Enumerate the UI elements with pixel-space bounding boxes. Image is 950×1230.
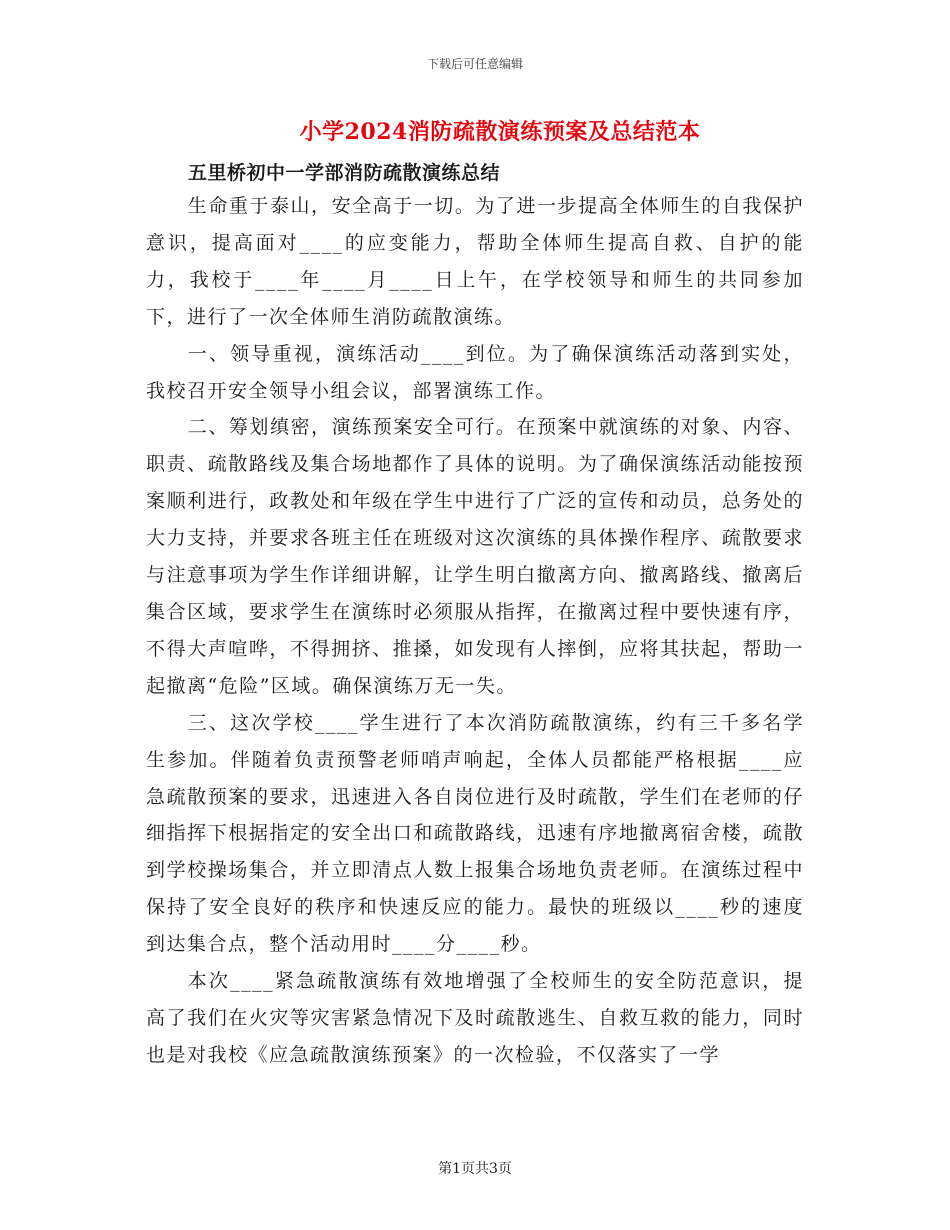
document-body	[146, 188, 804, 1074]
section-heading: 五里桥初中一学部消防疏散演练总结	[188, 162, 501, 184]
document-title: 小学2024消防疏散演练预案及总结范本	[299, 119, 701, 145]
page-number: 第1页共3页	[438, 1161, 512, 1177]
header-note: 下载后可任意编辑	[426, 57, 523, 71]
paragraph-planning: 二、筹划缜密，演练预案安全可行。在预案中就演练的对象、内容、职责、疏散路线及集合场地都作了具体的说明。为了确保演练活动能按预案顺利进行，政教处和年级在学生中进行了广泛的宣传和动员，总务处的大力支持，并要求各班主任在班级对这次演练的具体操作程序、疏散要求与注意事项为学生作详细讲解，让学生明白撤离方向、撤离路线、撤离后集合区域，要求学生在演练时必须服从指挥，在撤离过程中要快速有序，不得大声喧哗，不得拥挤、推搡，如发现有人摔倒，应将其扶起，帮助一起撤离“危险”区域。确保演练万无一失。	[146, 416, 804, 697]
paragraph-intro: 生命重于泰山，安全高于一切。为了进一步提高全体师生的自我保护意识，提高面对____的应变能力，帮助全体师生提高自救、自护的能力，我校于____年____月____日上午，在学校领导和师生的共同参加下，进行了一次全体师生消防疏散演练。	[146, 195, 804, 328]
paragraph-leadership: 一、领导重视，演练活动____到位。为了确保演练活动落到实处，我校召开安全领导小组会议，部署演练工作。	[146, 342, 804, 402]
paragraph-conclusion: 本次____紧急疏散演练有效地增强了全校师生的安全防范意识，提高了我们在火灾等灾害紧急情况下及时疏散逃生、自救互救的能力，同时也是对我校《应急疏散演练预案》的一次检验，不仅落实了一学	[146, 970, 804, 1066]
paragraph-drill-process: 三、这次学校____学生进行了本次消防疏散演练，约有三千多名学生参加。伴随着负责预警老师哨声响起，全体人员都能严格根据____应急疏散预案的要求，迅速进入各自岗位进行及时疏散，学生们在老师的仔细指挥下根据指定的安全出口和疏散路线，迅速有序地撤离宿舍楼，疏散到学校操场集合，并立即清点人数上报集合场地负责老师。在演练过程中保持了安全良好的秩序和快速反应的能力。最快的班级以____秒的速度到达集合点，整个活动用时____分____秒。	[146, 711, 804, 956]
